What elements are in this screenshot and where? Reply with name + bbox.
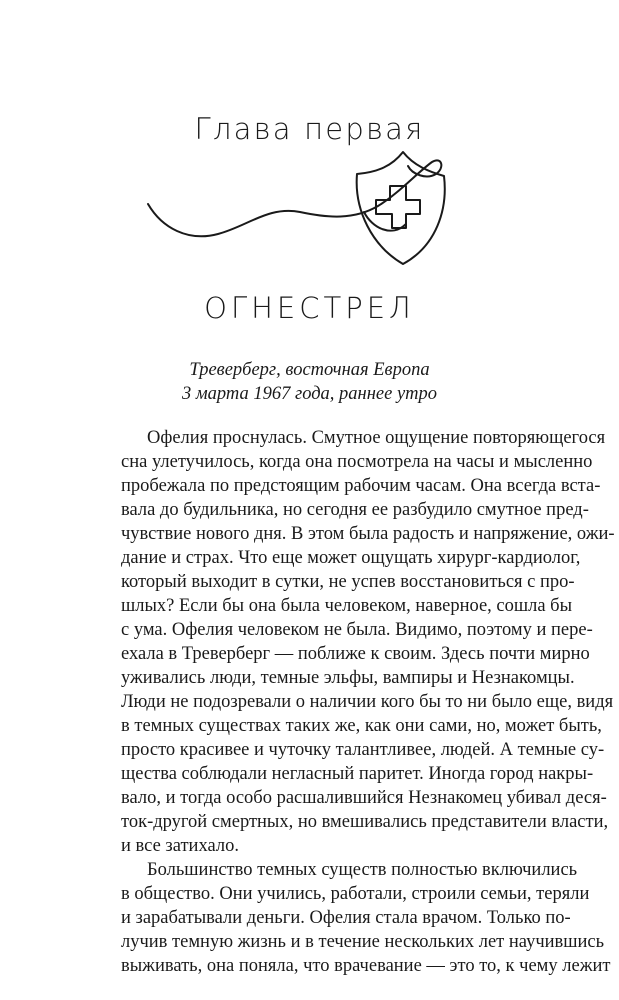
text-line: ехала в Треверберг — поближе к своим. Здесь почти мирно — [121, 644, 590, 664]
text-line: чувствие нового дня. В этом была радость и напряжение, ожи- — [121, 524, 615, 544]
text-line: и зарабатывали деньги. Офелия стала врачом. Только по- — [121, 908, 571, 928]
body-text — [121, 426, 615, 978]
shield-cross-icon — [140, 150, 450, 270]
text-line: лучив темную жизнь и в течение нескольких лет научившись — [121, 932, 605, 952]
epigraph — [0, 358, 619, 406]
text-line: который выходит в сутки, не успев восстановиться с про- — [121, 572, 575, 592]
text-line: щества соблюдали негласный паритет. Иногда город накры- — [121, 764, 594, 784]
epigraph-place: Треверберг, восточная Европа — [189, 360, 430, 380]
text-line: с ума. Офелия человеком не была. Видимо, поэтому и пере- — [121, 620, 593, 640]
text-line: вала до будильника, но сегодня ее разбудило смутное пред- — [121, 500, 589, 520]
chapter-title: ОГНЕСТРЕЛ — [204, 291, 415, 325]
text-line: Офелия проснулась. Смутное ощущение повторяющегося — [147, 428, 606, 448]
text-line: вало, и тогда особо расшалившийся Незнакомец убивал деся- — [121, 788, 607, 808]
chapter-label: Глава первая — [194, 112, 425, 146]
text-line: пробежала по предстоящим рабочим часам. Она всегда вста- — [121, 476, 601, 496]
text-line: шлых? Если бы она была человеком, наверное, сошла бы — [121, 596, 573, 616]
text-line: в темных существах таких же, как они сами, но, может быть, — [121, 716, 602, 736]
text-line: Большинство темных существ полностью включились — [147, 860, 578, 880]
text-line: в общество. Они учились, работали, строили семьи, теряли — [121, 884, 590, 904]
text-line: сна улетучилось, когда она посмотрела на часы и мысленно — [121, 452, 593, 472]
text-line: просто красивее и чуточку талантливее, людей. А темные су- — [121, 740, 605, 760]
text-line: уживались люди, темные эльфы, вампиры и Незнакомцы. — [121, 668, 575, 688]
text-line: выживать, она поняла, что врачевание — это то, к чему лежит — [121, 956, 611, 976]
text-line: Люди не подозревали о наличии кого бы то ни было еще, видя — [121, 692, 614, 712]
text-line: ток-другой смертных, но вмешивались представители власти, — [121, 812, 609, 832]
text-line: и все затихало. — [121, 836, 239, 856]
epigraph-date: 3 марта 1967 года, раннее утро — [181, 384, 438, 404]
text-line: дание и страх. Что еще может ощущать хирург-кардиолог, — [121, 548, 581, 568]
